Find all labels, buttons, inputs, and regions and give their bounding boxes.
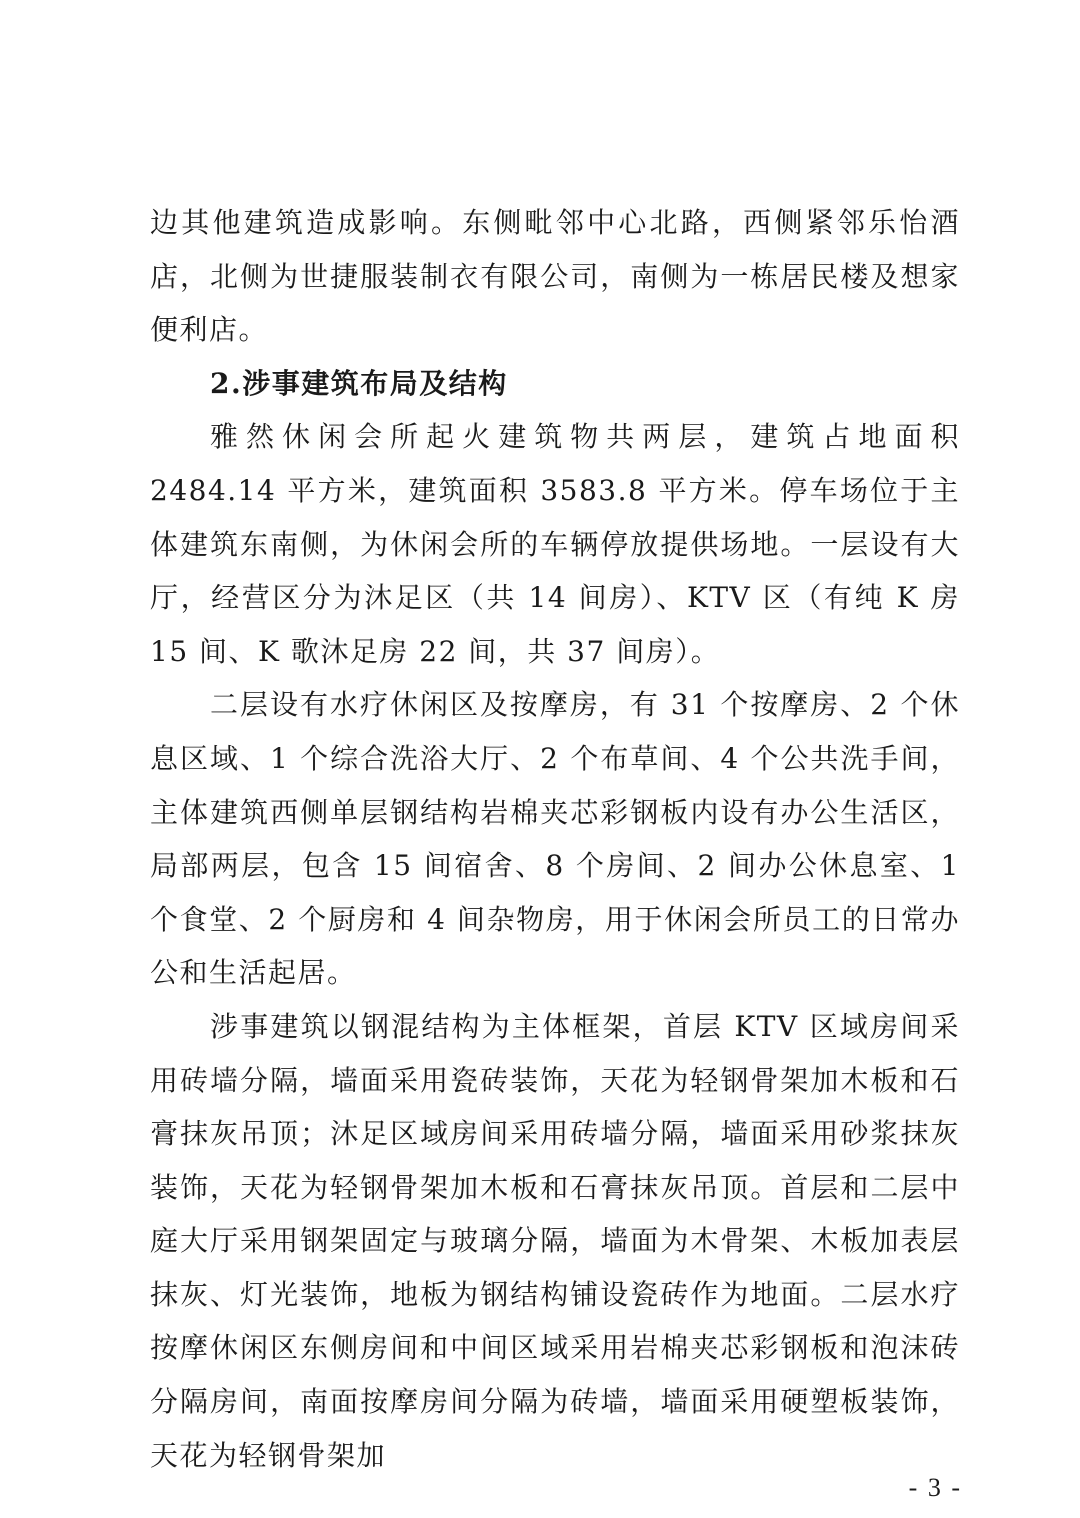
document-body (150, 196, 960, 1482)
section-heading: 2.涉事建筑布局及结构 (210, 366, 508, 400)
paragraph-continued: 边其他建筑造成影响。东侧毗邻中心北路，西侧紧邻乐怡酒店，北侧为世捷服装制衣有限公司，南侧为一栋居民楼及想家便利店。 (150, 206, 960, 347)
paragraph-building-overview: 雅然休闲会所起火建筑物共两层，建筑占地面积 2484.14 平方米，建筑面积 3583.8 平方米。停车场位于主体建筑东南侧，为休闲会所的车辆停放提供场地。一层设有大厅，经营区分为沐足区（共 14 间房）、KTV 区（有纯 K 房 15 间、K 歌沐足房 22 间，共 37 间房）。 (150, 420, 960, 668)
paragraph-second-floor: 二层设有水疗休闲区及按摩房，有 31 个按摩房、2 个休息区域、1 个综合洗浴大厅、2 个布草间、4 个公共洗手间，主体建筑西侧单层钢结构岩棉夹芯彩钢板内设有办公生活区，局部两层，包含 15 间宿舍、8 个房间、2 间办公休息室、1 个食堂、2 个厨房和 4 间杂物房，用于休闲会所员工的日常办公和生活起居。 (150, 688, 960, 990)
paragraph-structure: 涉事建筑以钢混结构为主体框架，首层 KTV 区域房间采用砖墙分隔，墙面采用瓷砖装饰，天花为轻钢骨架加木板和石膏抹灰吊顶；沐足区域房间采用砖墙分隔，墙面采用砂浆抹灰装饰，天花为轻钢骨架加木板和石膏抹灰吊顶。首层和二层中庭大厅采用钢架固定与玻璃分隔，墙面为木骨架、木板加表层抹灰、灯光装饰，地板为钢结构铺设瓷砖作为地面。二层水疗按摩休闲区东侧房间和中间区域采用岩棉夹芯彩钢板和泡沫砖分隔房间，南面按摩房间分隔为砖墙，墙面采用硬塑板装饰，天花为轻钢骨架加 (150, 1009, 960, 1472)
page-number: - 3 - (908, 1473, 962, 1502)
